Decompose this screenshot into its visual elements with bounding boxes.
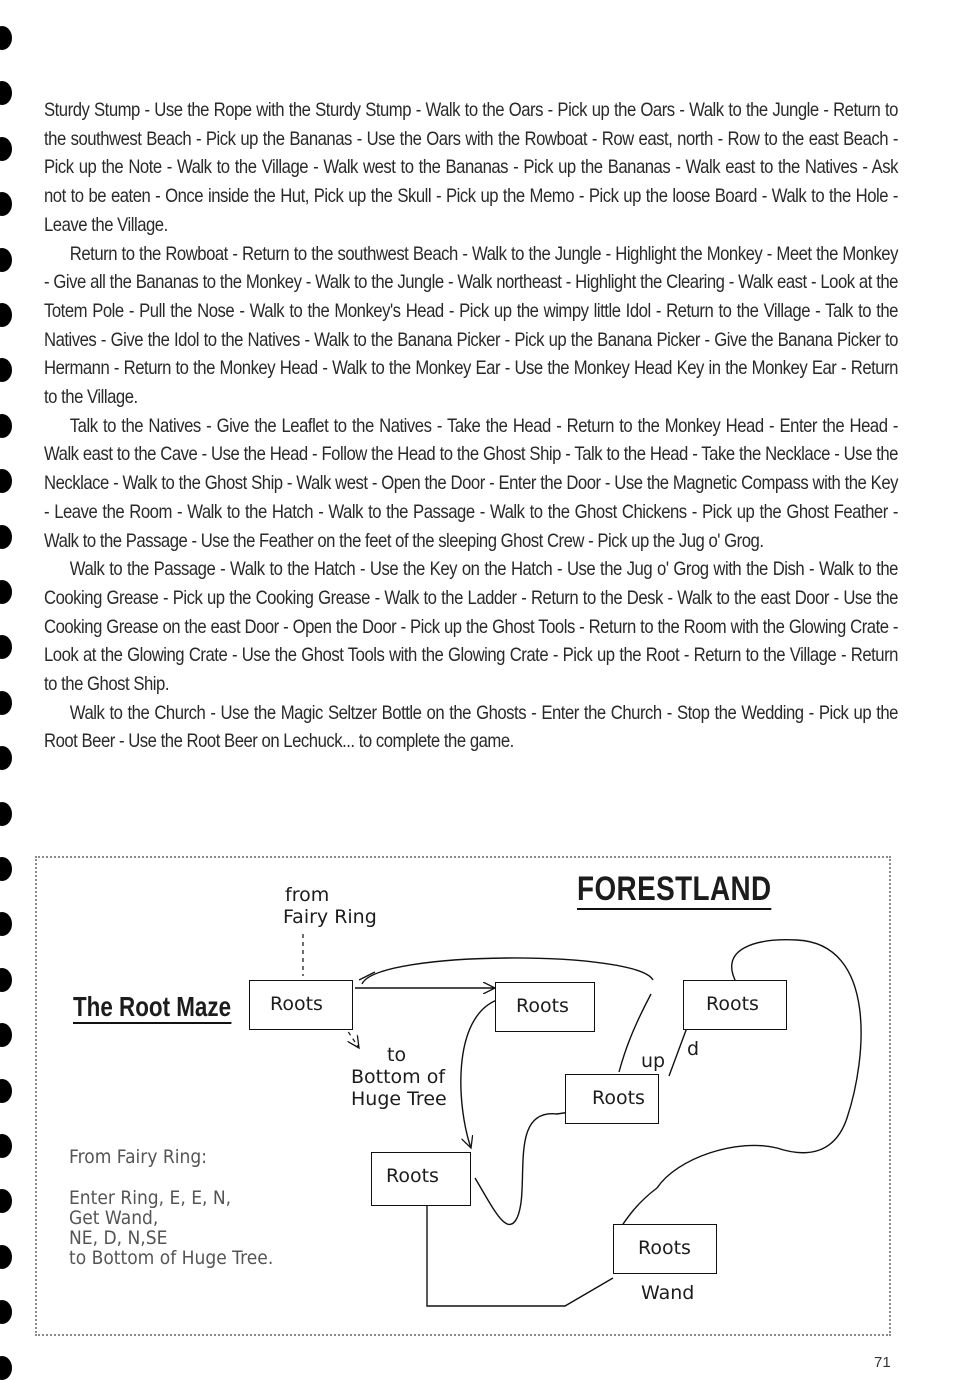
path-north [461,1000,497,1148]
roots-label: Roots [706,993,759,1015]
to-bottom-line: Bottom of [351,1066,446,1088]
instruction-line: NE, D, N,SE [69,1227,168,1249]
walkthrough-paragraph: Walk to the Passage - Walk to the Hatch - Use the Key on the Hatch - Use the Jug o' Grog with the Dish - Walk to the Cooking Grease - Pick up the Cooking Grease - Walk to the Ladder - Return to the Desk - Walk to the east Door - Use the Cooking Grease on the east Door - Open the Door - Pick up the Ghost Tools - Return to the Room with the Glowing Crate - Look at the Glowing Crate - Use the Ghost Tools with the Glowing Crate - Pick up the Root - Return to the Village - Return to the Ghost Ship. [44,558,898,696]
instruction-line: Get Wand, [69,1207,159,1229]
binding-hole [0,802,12,826]
from-label-line: Fairy Ring [283,906,377,928]
binding-hole [0,81,12,105]
from-label-line: from [285,884,330,906]
instruction-line: Enter Ring, E, E, N, [69,1187,232,1209]
roots-label: Roots [592,1087,645,1109]
wand-label: Wand [641,1282,695,1304]
binding-hole [0,469,12,493]
walkthrough-text [44,96,898,756]
instruction-line: to Bottom of Huge Tree. [69,1247,274,1269]
roots-box-wand [613,1224,717,1274]
binding-hole [0,192,12,216]
binding-hole [0,1023,12,1047]
walkthrough-paragraph: Return to the Rowboat - Return to the southwest Beach - Walk to the Jungle - Highlight the Monkey - Meet the Monkey - Give all the Bananas to the Monkey - Walk to the Jungle - Walk northeast - Highlight the Clearing - Walk east - Look at the Totem Pole - Pull the Nose - Walk to the Monkey's Head - Pick up the wimpy little Idol - Return to the Village - Talk to the Natives - Give the Idol to the Natives - Walk to the Banana Picker - Pick up the Banana Picker - Give the Banana Picker to Hermann - Return to the Monkey Head - Walk to the Monkey Ear - Use the Monkey Head Key in the Monkey Ear - Return to the Village. [44,242,898,409]
binding-hole [0,1245,12,1269]
binding-hole [0,580,12,604]
binding-hole [0,1356,12,1380]
walkthrough-paragraph: Sturdy Stump - Use the Rope with the Sturdy Stump - Walk to the Oars - Pick up the Oars - Walk to the Jungle - Return to the southwest Beach - Pick up the Bananas - Use the Oars with the Rowboat - Row east, north - Row to the east Beach - Pick up the Note - Walk to the Village - Walk west to the Bananas - Pick up the Bananas - Walk east to the Natives - Ask not to be eaten - Once inside the Hut, Pick up the Skull - Pick up the Memo - Pick up the loose Board - Walk to the Hole - Leave the Village. [44,99,898,236]
binding-hole [0,1300,12,1324]
binding-hole [0,137,12,161]
walkthrough-paragraph: Talk to the Natives - Give the Leaflet to the Natives - Take the Head - Return to the Monkey Head - Enter the Head - Walk east to the Cave - Use the Head - Follow the Head to the Ghost Ship - Talk to the Head - Take the Necklace - Use the Necklace - Walk to the Ghost Ship - Walk west - Open the Door - Enter the Door - Use the Magnetic Compass with the Key - Leave the Room - Walk to the Hatch - Walk to the Passage - Walk to the Ghost Chickens - Pick up the Ghost Feather - Walk to the Passage - Use the Feather on the feet of the sleeping Ghost Crew - Pick up the Jug o' Grog. [44,414,898,552]
to-bottom-line: to [387,1044,407,1066]
roots-label: Roots [516,995,569,1017]
to-bottom-label [351,1044,447,1110]
instructions-heading: From Fairy Ring: [69,1146,207,1168]
to-bottom-line: Huge Tree [351,1088,447,1110]
roots-box-start [249,980,353,1030]
binding-holes [0,0,22,1375]
roots-label: Roots [638,1237,691,1259]
binding-hole [0,358,12,382]
instructions [69,1188,273,1268]
binding-hole [0,248,12,272]
binding-hole [0,525,12,549]
forestland-title: FORESTLAND [577,870,772,908]
down-label: d [687,1038,700,1060]
binding-hole [0,857,12,881]
roots-label: Roots [386,1165,439,1187]
binding-hole [0,414,12,438]
binding-hole [0,635,12,659]
binding-hole [0,691,12,715]
binding-hole [0,912,12,936]
from-label [283,884,377,928]
root-maze-title: The Root Maze [73,991,232,1022]
roots-box-east [495,982,595,1032]
roots-box-northeast [683,980,787,1030]
binding-hole [0,746,12,770]
path-arc-top [362,958,653,984]
binding-hole [0,1079,12,1103]
binding-hole [0,1189,12,1213]
path-ne [475,1108,597,1224]
binding-hole [0,968,12,992]
up-label: up [641,1050,666,1072]
page-number: 71 [874,1354,891,1371]
walkthrough-paragraph: Walk to the Church - Use the Magic Seltzer Bottle on the Ghosts - Enter the Church - Stop the Wedding - Pick up the Root Beer - Use the Root Beer on Lechuck... to complete the game. [44,701,898,753]
roots-box-center [565,1074,659,1124]
root-maze-map [35,856,891,1336]
binding-hole [0,26,12,50]
roots-box-west [371,1152,471,1206]
binding-hole [0,303,12,327]
roots-label: Roots [270,993,323,1015]
binding-hole [0,1134,12,1158]
